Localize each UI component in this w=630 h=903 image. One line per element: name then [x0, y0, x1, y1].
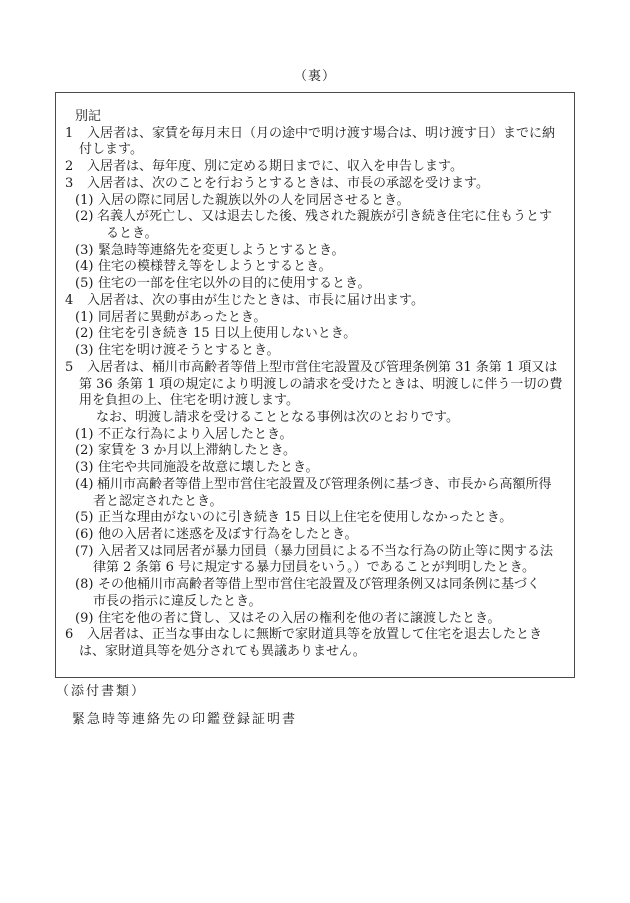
annex-box: [55, 92, 575, 678]
attachments-heading: （添付書類）: [56, 684, 147, 699]
item-1-number: 1: [65, 125, 74, 141]
subitem-number: (5): [75, 276, 94, 292]
item-1-text-continuation: 付します。: [79, 142, 143, 158]
item-5-number: 5: [65, 359, 74, 375]
subitem-text: 入居者又は同居者が暴力団員（暴力団員による不当な行為の防止等に関する法: [98, 543, 554, 559]
subitem-text-continuation: 市長の指示に違反したとき。: [93, 593, 262, 609]
subitem-number: (9): [75, 610, 94, 626]
item-3-sub-1: [56, 193, 574, 210]
item-3-sub-2: [56, 209, 574, 226]
item-3-text: 入居者は、次のことを行おうとするときは、市長の承認を受けます。: [87, 175, 489, 191]
subitem-number: (3): [75, 343, 94, 359]
item-5-sub-8: [56, 577, 574, 594]
subitem-number: (6): [75, 526, 94, 542]
item-5-note: なお、明渡し請求を受けることとなる事例は次のとおりです。: [96, 409, 459, 425]
item-2-number: 2: [65, 159, 74, 175]
subitem-number: (5): [75, 510, 94, 526]
item-5-sub-4: [56, 477, 574, 494]
item-5-text: 入居者は、桶川市高齢者等借上型市営住宅設置及び管理条例第 31 条第 1 項又は: [87, 359, 558, 375]
subitem-number: (3): [75, 460, 94, 476]
item-4-text: 入居者は、次の事由が生じたときは、市長に届け出ます。: [87, 292, 424, 308]
subitem-number: (2): [75, 443, 94, 459]
item-2: [56, 159, 574, 176]
annex-heading: 別記: [75, 109, 102, 124]
item-2-text: 入居者は、毎年度、別に定める期日までに、収入を申告します。: [87, 159, 463, 175]
item-1: [56, 126, 574, 143]
item-4-number: 4: [65, 292, 74, 308]
item-4: [56, 293, 574, 310]
item-6: [56, 627, 574, 644]
subitem-number: (1): [75, 309, 94, 325]
item-5: [56, 360, 574, 377]
item-3-sub-3: [56, 243, 574, 260]
item-3: [56, 176, 574, 193]
item-6-text: 入居者は、正当な事由なしに無断で家財道具等を放置して住宅を退去したとき: [87, 627, 543, 643]
subitem-number: (1): [75, 426, 94, 442]
subitem-number: (2): [75, 209, 94, 225]
item-5-sub-5: [56, 510, 574, 527]
subitem-text: 桶川市高齢者等借上型市営住宅設置及び管理条例に基づき、市長から高額所得: [97, 476, 552, 492]
attachment-item: 緊急時等連絡先の印鑑登録証明書: [72, 712, 298, 727]
subitem-text: 住宅の模様替え等をしようとするとき。: [98, 259, 332, 275]
subitem-text: 入居の際に同居した親族以外の人を同居させるとき。: [98, 192, 410, 208]
item-5-sub-6: [56, 527, 574, 544]
subitem-text-continuation: 者と認定されたとき。: [93, 493, 223, 509]
subitem-text-continuation: るとき。: [106, 226, 158, 242]
item-5-sub-1: [56, 427, 574, 444]
subitem-number: (1): [75, 192, 94, 208]
subitem-text: 緊急時等連絡先を変更しようとするとき。: [98, 242, 345, 258]
subitem-text: 正当な理由がないのに引き続き 15 日以上住宅を使用しなかったとき。: [98, 510, 513, 526]
subitem-text: 住宅を引き続き 15 日以上使用しないとき。: [98, 326, 357, 342]
subitem-text: 不正な行為により入居したとき。: [98, 426, 293, 442]
subitem-text: 住宅を明け渡そうとするとき。: [98, 343, 280, 359]
subitem-text: 他の入居者に迷惑を及ぼす行為をしたとき。: [98, 526, 358, 542]
subitem-text: 家賃を 3 か月以上滞納したとき。: [98, 443, 297, 459]
subitem-number: (4): [75, 476, 94, 492]
item-5-sub-9: [56, 611, 574, 628]
subitem-text: 名義人が死亡し、又は退去した後、残された親族が引き続き住宅に住もうとす: [97, 209, 553, 225]
item-1-text: 入居者は、家賃を毎月末日（月の途中で明け渡す場合は、明け渡す日）までに納: [87, 125, 556, 141]
subitem-number: (4): [75, 259, 94, 275]
subitem-number: (7): [75, 543, 94, 559]
item-4-sub-2: [56, 326, 574, 343]
item-6-number: 6: [65, 627, 74, 643]
page-side-label: （裏）: [293, 69, 336, 84]
item-4-sub-3: [56, 343, 574, 360]
item-5-text-continuation: 第 36 条第 1 項の規定により明渡しの請求を受けたときは、明渡しに伴う一切の費: [79, 376, 563, 392]
item-4-sub-1: [56, 310, 574, 327]
item-5-sub-7: [56, 544, 574, 561]
subitem-text: 住宅や共同施設を故意に壊したとき。: [98, 460, 319, 476]
subitem-text: 住宅を他の者に貸し、又はその入居の権利を他の者に譲渡したとき。: [98, 610, 501, 626]
item-3-number: 3: [65, 175, 74, 191]
subitem-text-continuation: 律第 2 条第 6 号に規定する暴力団員をいう。）であることが判明したとき。: [93, 560, 536, 576]
item-3-sub-4: [56, 259, 574, 276]
subitem-text: 同居者に異動があったとき。: [98, 309, 267, 325]
subitem-number: (2): [75, 326, 94, 342]
subitem-text: 住宅の一部を住宅以外の目的に使用するとき。: [98, 276, 371, 292]
item-3-sub-5: [56, 276, 574, 293]
subitem-text: その他桶川市高齢者等借上型市営住宅設置及び管理条例又は同条例に基づく: [98, 577, 541, 593]
subitem-number: (3): [75, 242, 94, 258]
item-5-sub-3: [56, 460, 574, 477]
item-6-text-continuation: は、家財道具等を処分されても異議ありません。: [79, 644, 366, 659]
item-5-text-continuation: 用を負担の上、住宅を明け渡します。: [79, 393, 299, 409]
item-5-sub-2: [56, 443, 574, 460]
subitem-number: (8): [75, 577, 94, 593]
